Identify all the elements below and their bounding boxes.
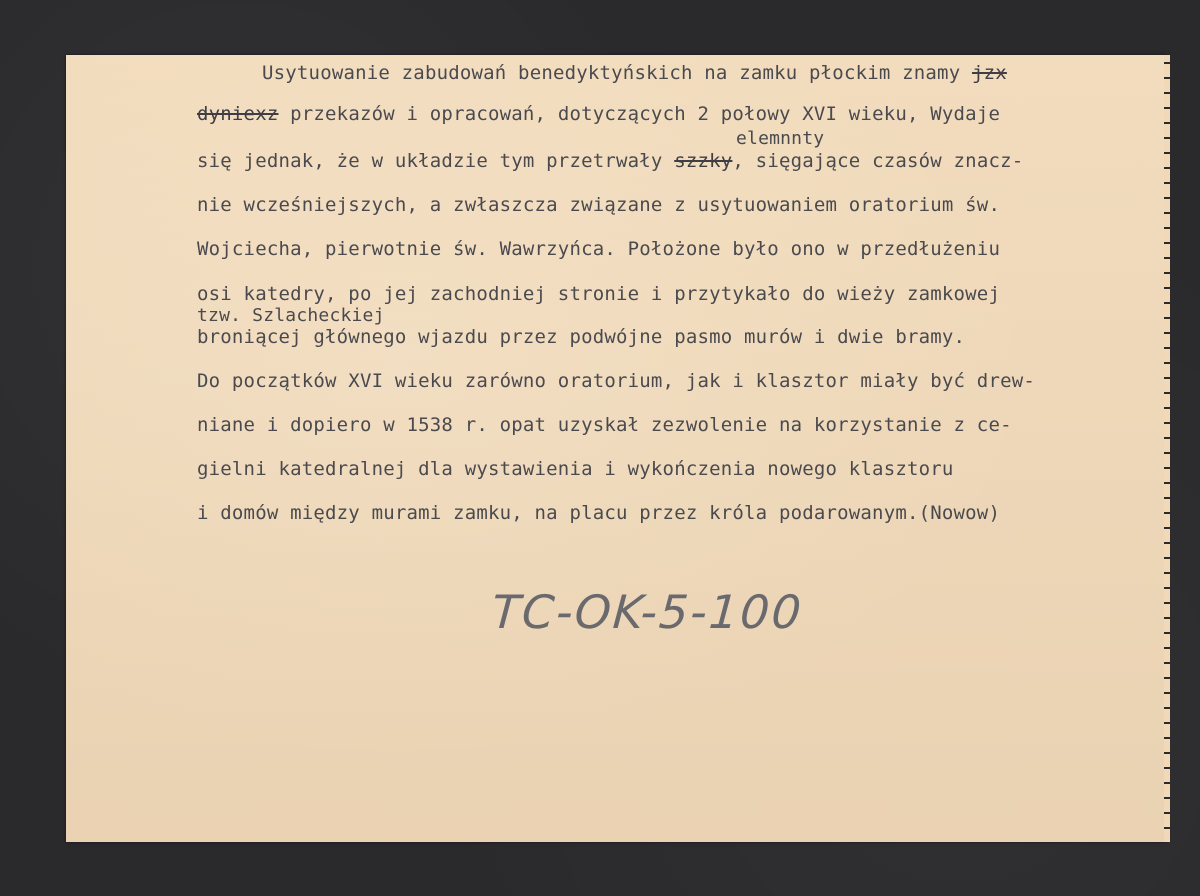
text-line-3-part-a: się jednak, że w układzie tym przetrwały: [197, 150, 675, 172]
typed-document-page: [66, 55, 1166, 842]
text-line-7: broniącej głównego wjazdu przez podwójne pasmo murów i dwie bramy.: [197, 326, 966, 348]
text-line-5: Wojciecha, pierwotnie św. Wawrzyńca. Położone było ono w przedłużeniu: [197, 238, 1001, 260]
text-line-8: Do początków XVI wieku zarówno oratorium, jak i klasztor miały być drew-: [197, 370, 1036, 392]
text-line-3: [197, 150, 1023, 172]
text-line-4: nie wcześniejszych, a zwłaszcza związane z usytuowaniem oratorium św.: [197, 194, 1001, 216]
inserted-phrase: tzw. Szlacheckiej: [197, 305, 385, 326]
torn-paper-edge: [1164, 55, 1170, 842]
text-line-9: niane i dopiero w 1538 r. opat uzyskał zezwolenie na korzystanie z ce-: [197, 414, 1012, 436]
text-line-10: gielni katedralnej dla wystawienia i wykończenia nowego klasztoru: [197, 458, 954, 480]
text-line-11: i domów między murami zamku, na placu przez króla podarowanym.(Nowow): [197, 502, 1001, 524]
handwritten-archive-code: TC-OK-5-100: [490, 585, 805, 639]
text-line-2-main: przekazów i opracowań, dotyczących 2 połowy XVI wieku, Wydaje: [278, 103, 1001, 125]
text-line-6: osi katedry, po jej zachodniej stronie i przytykało do wieży zamkowej: [197, 283, 1001, 305]
inserted-word: elemnnty: [736, 128, 825, 149]
struck-word: dyniexz: [197, 103, 279, 125]
struck-word: szzky: [674, 150, 733, 172]
text-line-1-main: Usytuowanie zabudowań benedyktyńskich na zamku płockim znamy: [262, 62, 972, 84]
text-line-1: [262, 62, 1007, 84]
text-line-3-part-b: , sięgające czasów znacz-: [732, 150, 1024, 172]
text-line-2: [197, 103, 1000, 125]
struck-word: jzx: [971, 62, 1007, 84]
